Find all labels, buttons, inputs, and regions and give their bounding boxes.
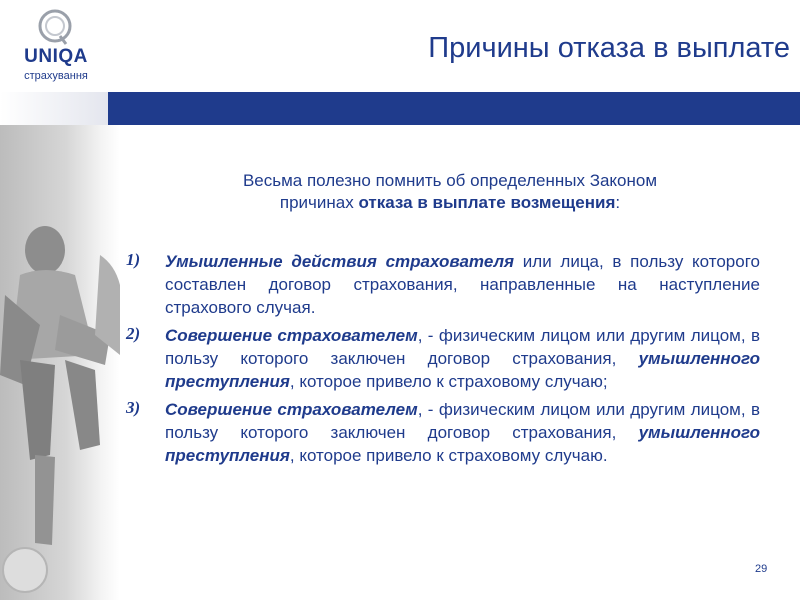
logo-name: UNIQA — [24, 46, 88, 67]
slide-title: Причины отказа в выплате — [428, 32, 790, 64]
item-bold-2: умышленного преступления — [165, 349, 760, 391]
item-number: 1) — [126, 250, 141, 269]
item-bold: Совершение страхователем — [165, 400, 418, 419]
item-rest: , которое привело к страховому случаю; — [289, 372, 608, 391]
item-bold-2: умышленного преступления — [165, 423, 760, 465]
header-bar — [108, 92, 800, 125]
logo-subtitle: страхування — [24, 70, 88, 82]
football-photo — [0, 125, 120, 600]
item-bold: Совершение страхователем — [165, 326, 418, 345]
list-item — [120, 398, 760, 467]
item-number: 2) — [126, 324, 141, 343]
item-number: 3) — [126, 398, 141, 417]
header-bar-fade — [0, 92, 108, 125]
item-text — [165, 398, 760, 467]
intro-line-1: Весьма полезно помнить об определенных Законом — [242, 171, 658, 190]
page-number: 29 — [755, 563, 768, 575]
list-item — [120, 324, 760, 393]
item-rest: , которое привело к страховому случаю. — [289, 446, 608, 465]
intro-suffix: : — [615, 193, 621, 212]
intro-text — [170, 170, 730, 214]
uniqa-logo — [10, 8, 100, 88]
reasons-list — [120, 250, 760, 467]
football-players-illustration — [0, 125, 120, 600]
uniqa-emblem-icon — [30, 8, 80, 48]
item-bold: Умышленные действия страхователя — [165, 252, 515, 271]
item-text — [165, 324, 760, 393]
intro-bold: отказа в выплате возмещения — [358, 193, 616, 212]
intro-prefix: причинах — [279, 193, 359, 212]
item-middle: , - физическим лицом или другим лицом, в пользу которого заключен договор страхования, — [165, 400, 760, 442]
item-middle: , - физическим лицом или другим лицом, в пользу которого заключен договор страхования, — [165, 326, 760, 368]
item-text — [165, 250, 760, 319]
item-rest: или лица, в пользу которого составлен договор страхования, направленные на наступление страхового случая. — [165, 252, 760, 317]
intro-line-2 — [170, 192, 730, 214]
list-item — [120, 250, 760, 319]
